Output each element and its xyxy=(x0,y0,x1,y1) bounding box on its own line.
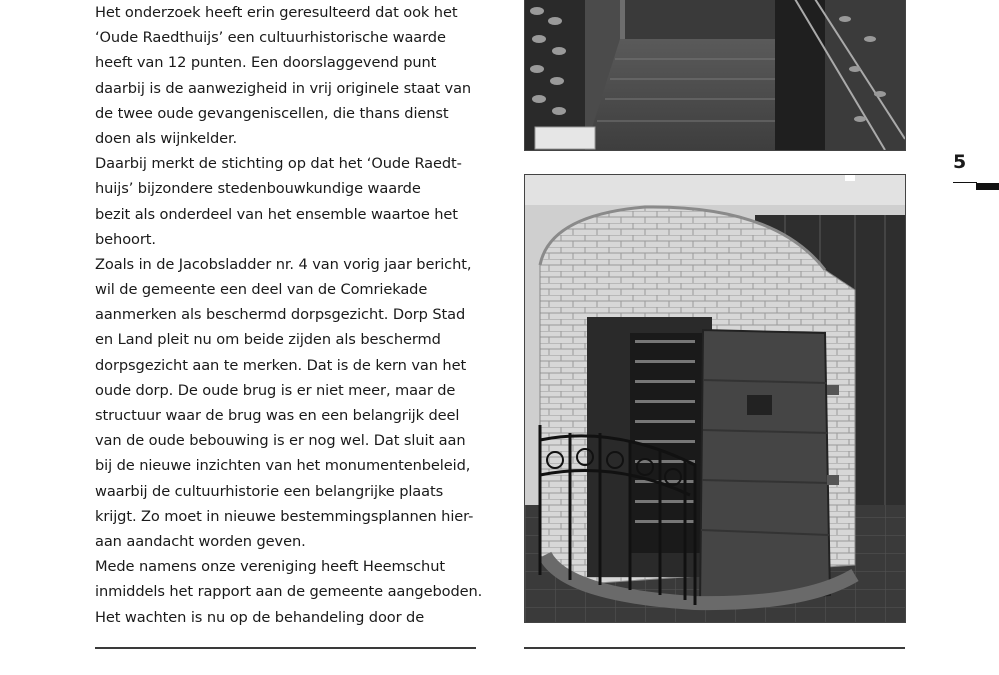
article-line: inmiddels het rapport aan de gemeente aangeboden. xyxy=(95,583,483,601)
prison-cell-photo xyxy=(524,174,906,623)
article-line: daarbij is de aanwezigheid in vrij originele staat van xyxy=(95,79,472,97)
prison-cell-illustration xyxy=(525,175,905,622)
article-line: doen als wijnkelder. xyxy=(95,129,238,147)
cellar-corridor-illustration xyxy=(525,0,905,150)
page-tab-line xyxy=(953,182,977,183)
article-line: van de oude bebouwing is er nog wel. Dat sluit aan xyxy=(95,432,466,450)
article-line: dorpsgezicht aan te merken. Dat is de kern van het xyxy=(95,356,467,374)
photo-column-bottom-rule xyxy=(524,647,905,649)
article-line: aan aandacht worden geven. xyxy=(95,532,306,550)
article-line: bij de nieuwe inzichten van het monumentenbeleid, xyxy=(95,457,471,475)
page-number: 5 xyxy=(953,151,967,173)
article-line: en Land pleit nu om beide zijden als beschermd xyxy=(95,331,441,349)
article-line: Zoals in de Jacobsladder nr. 4 van vorig jaar bericht, xyxy=(95,255,472,273)
article-line: krijgt. Zo moet in nieuwe bestemmingsplannen hier- xyxy=(95,507,474,525)
article-line: waarbij de cultuurhistorie een belangrijke plaats xyxy=(95,482,444,500)
article-line: oude dorp. De oude brug is er niet meer, maar de xyxy=(95,381,456,399)
article-line: bezit als onderdeel van het ensemble waartoe het xyxy=(95,205,458,223)
article-line: Daarbij merkt de stichting op dat het ‘Oude Raedt- xyxy=(95,155,462,173)
text-column-bottom-rule xyxy=(95,647,476,649)
page-tab-marker xyxy=(976,183,999,190)
article-line: heeft van 12 punten. Een doorslaggevend punt xyxy=(95,54,437,72)
article-line: structuur waar de brug was en een belangrijk deel xyxy=(95,407,460,424)
cellar-corridor-photo xyxy=(524,0,906,151)
article-line: wil de gemeente een deel van de Comriekade xyxy=(95,281,428,299)
article-line: Het onderzoek heeft erin geresulteerd dat ook het xyxy=(95,4,458,21)
article-line: ‘Oude Raedthuijs’ een cultuurhistorische waarde xyxy=(95,29,446,47)
article-line: aanmerken als beschermd dorpsgezicht. Dorp Stad xyxy=(95,306,466,324)
article-line: huijs’ bijzondere stedenbouwkundige waarde xyxy=(95,180,421,198)
article-text-column xyxy=(95,0,485,630)
article-line: Het wachten is nu op de behandeling door de xyxy=(95,608,425,626)
article-line: behoort. xyxy=(95,230,156,248)
article-line: de twee oude gevangeniscellen, die thans dienst xyxy=(95,104,449,122)
article-line: Mede namens onze vereniging heeft Heemschut xyxy=(95,558,445,576)
